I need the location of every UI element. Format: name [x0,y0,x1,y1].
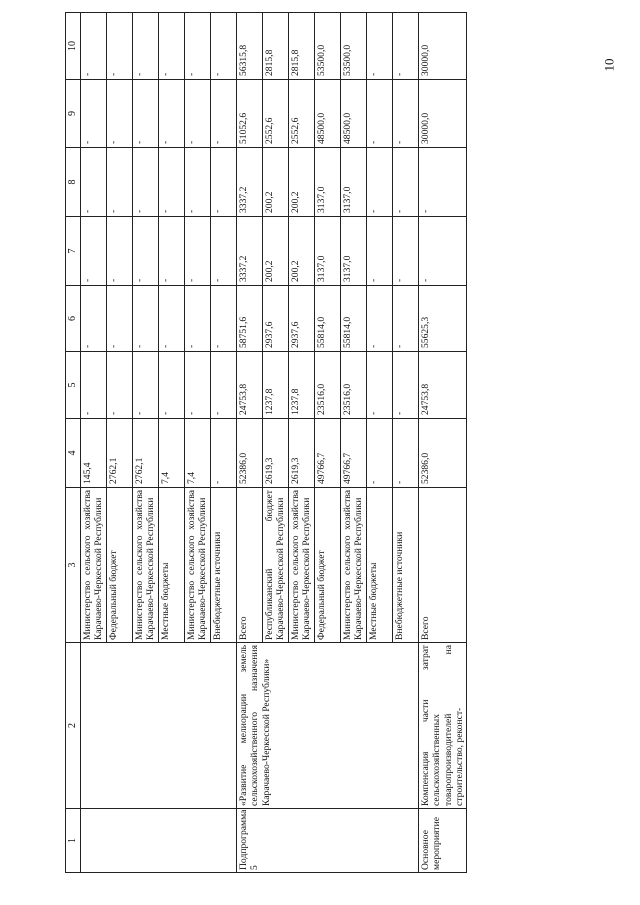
amount-cell: - [211,419,237,488]
amount-cell: - [419,148,467,217]
program-type-cell: Подпрограмма 5 [237,809,419,873]
funding-source-cell: Министерство сельского хозяйства Карачаево-Черкесской Республики [133,488,159,643]
amount-cell: - [393,286,419,352]
amount-cell: - [107,13,133,80]
rotated-table-wrapper [65,13,610,873]
amount-cell: - [81,80,107,148]
amount-cell: - [211,217,237,286]
column-number-2: 2 [66,643,81,809]
amount-cell: 200,2 [289,148,315,217]
amount-cell: 2815,8 [289,13,315,80]
funding-source-cell: Внебюджетные источники [211,488,237,643]
amount-cell: 56315,8 [237,13,263,80]
funding-source-cell: Всего [237,488,263,643]
amount-cell: - [367,13,393,80]
column-number-9: 9 [66,80,81,148]
amount-cell: 3137,0 [341,217,367,286]
amount-cell: 51052,6 [237,80,263,148]
amount-cell: - [81,13,107,80]
amount-cell: 24753,8 [237,352,263,419]
amount-cell: - [107,217,133,286]
amount-cell: - [211,286,237,352]
amount-cell: 145,4 [81,419,107,488]
amount-cell: 55814,0 [315,286,341,352]
funding-source-cell: Местные бюджеты [159,488,185,643]
amount-cell: - [159,13,185,80]
amount-cell: - [133,217,159,286]
amount-cell: - [107,352,133,419]
amount-cell: - [107,286,133,352]
amount-cell: 1237,8 [263,352,289,419]
amount-cell: 3137,0 [315,217,341,286]
amount-cell: 200,2 [289,217,315,286]
amount-cell: - [393,352,419,419]
amount-cell: 53500,0 [341,13,367,80]
budget-table [65,12,467,873]
funding-source-cell: Федеральный бюджет [107,488,133,643]
column-number-4: 4 [66,419,81,488]
amount-cell: - [133,352,159,419]
funding-source-cell: Министерство сельского хозяйства Карачаево-Черкесской Республики [185,488,211,643]
amount-cell: - [393,148,419,217]
amount-cell: 7,4 [185,419,211,488]
amount-cell: - [185,217,211,286]
amount-cell: 52386,0 [237,419,263,488]
amount-cell: - [185,80,211,148]
funding-source-cell: Министерство сельского хозяйства Карачаево-Черкесской Республики [289,488,315,643]
table-row [237,13,263,873]
amount-cell: 7,4 [159,419,185,488]
program-type-cell [81,809,237,873]
amount-cell: 23516,0 [315,352,341,419]
amount-cell: - [107,148,133,217]
amount-cell: - [393,80,419,148]
amount-cell: 2762,1 [107,419,133,488]
amount-cell: 2762,1 [133,419,159,488]
amount-cell: - [159,148,185,217]
amount-cell: 30000,0 [419,13,467,80]
amount-cell: 23516,0 [341,352,367,419]
funding-source-cell: Министерство сельского хозяйства Карачаево-Черкесской Республики [81,488,107,643]
amount-cell: - [133,80,159,148]
amount-cell: 2937,6 [289,286,315,352]
column-number-5: 5 [66,352,81,419]
amount-cell: - [367,286,393,352]
amount-cell: 3137,0 [315,148,341,217]
page-number: 10 [601,58,617,72]
funding-source-cell: Федеральный бюджет [315,488,341,643]
amount-cell: 48500,0 [341,80,367,148]
amount-cell: - [367,148,393,217]
column-number-3: 3 [66,488,81,643]
amount-cell: - [393,13,419,80]
funding-source-cell: Министерство сельского хозяйства Карачаево-Черкесской Республики [341,488,367,643]
funding-source-cell: Всего [419,488,467,643]
amount-cell: - [211,148,237,217]
amount-cell: 55814,0 [341,286,367,352]
amount-cell: 3337,2 [237,148,263,217]
amount-cell: 2619,3 [263,419,289,488]
amount-cell: 3337,2 [237,217,263,286]
amount-cell: - [211,13,237,80]
amount-cell: - [159,217,185,286]
column-number-7: 7 [66,217,81,286]
amount-cell: 30000,0 [419,80,467,148]
amount-cell: - [211,80,237,148]
amount-cell: 53500,0 [315,13,341,80]
table-row [81,13,107,873]
amount-cell: - [159,352,185,419]
program-type-cell: Основное мероприятие [419,809,467,873]
amount-cell: - [367,80,393,148]
funding-source-cell: Местные бюджеты [367,488,393,643]
amount-cell: - [133,13,159,80]
amount-cell: - [159,286,185,352]
amount-cell: 49766,7 [341,419,367,488]
amount-cell: - [185,352,211,419]
amount-cell: - [133,148,159,217]
column-number-10: 10 [66,13,81,80]
amount-cell: 3137,0 [341,148,367,217]
amount-cell: - [393,217,419,286]
amount-cell: - [367,419,393,488]
amount-cell: 24753,8 [419,352,467,419]
amount-cell: - [159,80,185,148]
amount-cell: 200,2 [263,148,289,217]
funding-source-cell: Внебюджетные источники [393,488,419,643]
amount-cell: 55625,3 [419,286,467,352]
amount-cell: - [81,286,107,352]
column-number-1: 1 [66,809,81,873]
amount-cell: - [185,148,211,217]
amount-cell: - [211,352,237,419]
program-name-cell: «Развитие мелиорации земель сельскохозяйственного назначения Карачаево-Черкесской Республики» [237,643,419,809]
amount-cell: - [393,419,419,488]
amount-cell: 2552,6 [289,80,315,148]
amount-cell: - [133,286,159,352]
amount-cell: - [367,352,393,419]
program-name-cell: Компенсация части затрат сельскохозяйственных товаропроизводителей на строительство, реконст- [419,643,467,809]
column-number-header [66,13,81,873]
amount-cell: 2815,8 [263,13,289,80]
amount-cell: - [185,13,211,80]
amount-cell: 200,2 [263,217,289,286]
table-row [419,13,467,873]
column-number-8: 8 [66,148,81,217]
amount-cell: 48500,0 [315,80,341,148]
funding-source-cell: Республиканский бюджет Карачаево-Черкесской Республики [263,488,289,643]
amount-cell: 2619,3 [289,419,315,488]
amount-cell: 49766,7 [315,419,341,488]
amount-cell: - [81,352,107,419]
program-name-cell [81,643,237,809]
amount-cell: 2552,6 [263,80,289,148]
amount-cell: 58751,6 [237,286,263,352]
amount-cell: - [81,148,107,217]
amount-cell: - [419,217,467,286]
table-body [81,13,467,873]
column-number-6: 6 [66,286,81,352]
amount-cell: 2937,6 [263,286,289,352]
amount-cell: 1237,8 [289,352,315,419]
amount-cell: - [367,217,393,286]
amount-cell: 52386,0 [419,419,467,488]
amount-cell: - [107,80,133,148]
amount-cell: - [185,286,211,352]
amount-cell: - [81,217,107,286]
